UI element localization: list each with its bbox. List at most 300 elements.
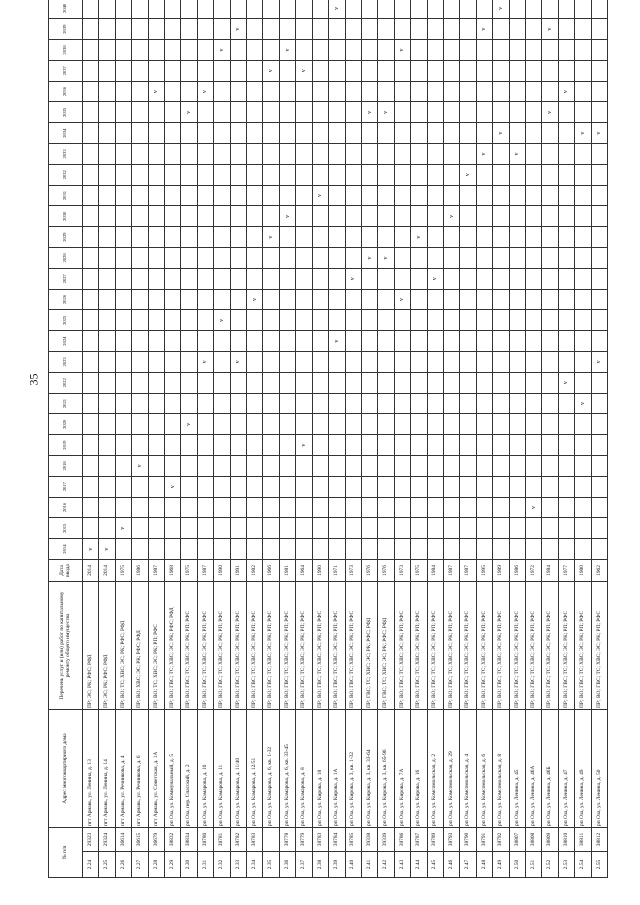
schedule-cell: [509, 372, 525, 393]
header-year-2029: 2029: [49, 227, 83, 248]
schedule-cell: [394, 227, 410, 248]
schedule-cell: [493, 19, 509, 40]
row-number: 2.44: [411, 852, 427, 878]
schedule-cell: [394, 476, 410, 497]
header-num: № п/п: [49, 827, 83, 877]
check-mark: v: [312, 185, 328, 206]
schedule-cell: [197, 331, 213, 352]
schedule-cell: [115, 40, 131, 61]
schedule-cell: [296, 476, 312, 497]
schedule-cell: [279, 476, 295, 497]
schedule-cell: [197, 435, 213, 456]
schedule-cell: [427, 310, 443, 331]
check-mark: v: [378, 248, 394, 269]
check-mark: v: [214, 40, 230, 61]
schedule-cell: [83, 456, 99, 477]
schedule-cell: [378, 185, 394, 206]
schedule-cell: [115, 164, 131, 185]
row-code: 29324: [99, 827, 115, 851]
schedule-cell: [132, 414, 148, 435]
schedule-cell: [83, 123, 99, 144]
schedule-cell: [525, 19, 541, 40]
schedule-cell: [361, 476, 377, 497]
schedule-cell: [493, 60, 509, 81]
schedule-cell: [361, 310, 377, 331]
row-number: 2.27: [132, 852, 148, 878]
schedule-cell: [542, 310, 558, 331]
schedule-cell: [411, 164, 427, 185]
row-address: пгт Арнавь, ул. Речникова, д. 4: [115, 709, 131, 827]
table-row: [312, 0, 328, 878]
schedule-cell: [132, 268, 148, 289]
schedule-cell: [345, 497, 361, 518]
schedule-cell: [509, 227, 525, 248]
schedule-cell: [542, 456, 558, 477]
schedule-cell: [181, 289, 197, 310]
schedule-cell: [575, 289, 591, 310]
schedule-cell: [197, 144, 213, 165]
check-mark: v: [575, 123, 591, 144]
row-year-built: 1995: [476, 559, 492, 581]
schedule-cell: [214, 393, 230, 414]
schedule-cell: [476, 248, 492, 269]
row-year-built: 1980: [575, 559, 591, 581]
schedule-cell: [329, 60, 345, 81]
schedule-cell: [427, 331, 443, 352]
check-mark: v: [296, 435, 312, 456]
schedule-cell: [509, 81, 525, 102]
schedule-cell: [99, 40, 115, 61]
schedule-cell: [591, 435, 607, 456]
schedule-cell: [263, 123, 279, 144]
schedule-cell: [411, 518, 427, 539]
row-services: ПР; ВО; ГВС; ТС; ХВС; ЭС; РК; РП; РФС: [230, 581, 246, 709]
row-services: ПР; ВО; ГВС; ТС; ХВС; ЭС; РК; РП; РФС: [493, 581, 509, 709]
schedule-cell: [181, 372, 197, 393]
schedule-cell: [296, 289, 312, 310]
row-code: 38782: [230, 827, 246, 851]
schedule-cell: [542, 0, 558, 19]
schedule-cell: [148, 310, 164, 331]
schedule-cell: [312, 310, 328, 331]
row-address: рп Оза, ул. Кирова, д. 1А: [329, 709, 345, 827]
schedule-cell: [525, 435, 541, 456]
schedule-cell: [411, 206, 427, 227]
check-mark: v: [525, 497, 541, 518]
schedule-cell: [230, 0, 246, 19]
schedule-cell: [575, 331, 591, 352]
schedule-cell: [247, 206, 263, 227]
schedule-cell: [115, 435, 131, 456]
schedule-cell: [525, 518, 541, 539]
schedule-cell: [558, 19, 574, 40]
schedule-cell: [296, 0, 312, 19]
schedule-cell: [361, 40, 377, 61]
schedule-cell: [99, 102, 115, 123]
schedule-cell: [99, 19, 115, 40]
schedule-cell: [247, 268, 263, 289]
schedule-cell: [329, 372, 345, 393]
rotated-table-container: [48, 3, 608, 878]
schedule-cell: [99, 518, 115, 539]
schedule-cell: [83, 289, 99, 310]
schedule-cell: [525, 310, 541, 331]
schedule-cell: [394, 19, 410, 40]
schedule-cell: [345, 518, 361, 539]
schedule-cell: [378, 518, 394, 539]
schedule-cell: [493, 248, 509, 269]
row-number: 2.53: [558, 852, 574, 878]
schedule-cell: [493, 518, 509, 539]
check-mark: v: [115, 518, 131, 539]
header-year-2025: 2025: [49, 310, 83, 331]
schedule-cell: [181, 40, 197, 61]
schedule-cell: [263, 414, 279, 435]
row-number: 2.26: [115, 852, 131, 878]
schedule-cell: [460, 352, 476, 373]
schedule-cell: [296, 164, 312, 185]
schedule-cell: [411, 310, 427, 331]
schedule-cell: [115, 60, 131, 81]
schedule-cell: [493, 476, 509, 497]
row-number: 2.52: [542, 852, 558, 878]
row-address: рп Оза, ул. Камарова, д. 8: [296, 709, 312, 827]
schedule-cell: [312, 497, 328, 518]
row-year-built: 1975: [411, 559, 427, 581]
row-address: рп Оза, ул. Комсомольская, д. 4: [460, 709, 476, 827]
row-year-built: 1987: [443, 559, 459, 581]
row-code: 38780: [197, 827, 213, 851]
check-mark: v: [148, 81, 164, 102]
schedule-cell: [115, 206, 131, 227]
schedule-cell: [345, 40, 361, 61]
schedule-cell: [525, 206, 541, 227]
schedule-cell: [263, 310, 279, 331]
schedule-cell: [165, 518, 181, 539]
schedule-cell: [312, 19, 328, 40]
row-number: 2.49: [493, 852, 509, 878]
schedule-cell: [476, 435, 492, 456]
row-services: ПР; ВО; ГВС; ТС; ХВС; ЭС; РК; РП; РФС: [181, 581, 197, 709]
row-year-built: 1972: [525, 559, 541, 581]
schedule-cell: [197, 0, 213, 19]
check-mark: v: [279, 40, 295, 61]
schedule-cell: [394, 456, 410, 477]
schedule-cell: [165, 414, 181, 435]
schedule-cell: [99, 372, 115, 393]
table-row: [443, 0, 459, 878]
check-mark: v: [411, 227, 427, 248]
header-year-2018: 2018: [49, 456, 83, 477]
table-row: [197, 0, 213, 878]
schedule-cell: [575, 539, 591, 560]
schedule-cell: [165, 289, 181, 310]
schedule-cell: [542, 227, 558, 248]
table-row: [329, 0, 345, 878]
schedule-cell: [312, 289, 328, 310]
schedule-cell: [525, 268, 541, 289]
schedule-cell: [148, 414, 164, 435]
schedule-cell: [197, 268, 213, 289]
row-services: ПР; ВО; ГВС; ТС; ХВС; ЭС; РК; РП; РФС: [247, 581, 263, 709]
check-mark: v: [509, 144, 525, 165]
schedule-cell: [83, 393, 99, 414]
row-code: 38786: [394, 827, 410, 851]
row-services: ПР; ВО; ХВС; ЭС; РК; РФС; РФД: [132, 581, 148, 709]
schedule-cell: [230, 497, 246, 518]
check-mark: v: [493, 0, 509, 19]
schedule-cell: [312, 476, 328, 497]
schedule-cell: [132, 19, 148, 40]
schedule-cell: [312, 248, 328, 269]
schedule-cell: [378, 456, 394, 477]
schedule-cell: [525, 372, 541, 393]
schedule-cell: [165, 206, 181, 227]
check-mark: v: [329, 331, 345, 352]
schedule-cell: [361, 164, 377, 185]
table-row: [132, 0, 148, 878]
schedule-cell: [525, 289, 541, 310]
schedule-cell: [525, 227, 541, 248]
schedule-cell: [247, 456, 263, 477]
schedule-cell: [591, 185, 607, 206]
row-services: ПР; ВО; ГВС; ТС; ХВС; ЭС; РК; РП; РФС: [214, 581, 230, 709]
check-mark: v: [575, 393, 591, 414]
schedule-cell: [263, 185, 279, 206]
schedule-cell: [460, 227, 476, 248]
schedule-cell: [345, 206, 361, 227]
schedule-cell: [525, 185, 541, 206]
schedule-cell: [279, 268, 295, 289]
schedule-cell: [296, 352, 312, 373]
schedule-cell: [575, 456, 591, 477]
schedule-cell: [230, 289, 246, 310]
schedule-cell: [99, 456, 115, 477]
row-year-built: 1986: [509, 559, 525, 581]
schedule-cell: [525, 164, 541, 185]
schedule-cell: [476, 518, 492, 539]
row-number: 2.37: [296, 852, 312, 878]
schedule-cell: [411, 289, 427, 310]
row-services: ПР; ВО; ГВС; ТС; ХВС; ЭС; РК; РП; РФС: [575, 581, 591, 709]
schedule-cell: [214, 227, 230, 248]
schedule-cell: [247, 60, 263, 81]
schedule-cell: [443, 414, 459, 435]
row-code: 38812: [591, 827, 607, 851]
schedule-cell: [345, 539, 361, 560]
schedule-cell: [394, 60, 410, 81]
schedule-cell: [83, 60, 99, 81]
schedule-cell: [378, 393, 394, 414]
row-code: 39338: [361, 827, 377, 851]
schedule-cell: [378, 19, 394, 40]
schedule-cell: [575, 310, 591, 331]
schedule-cell: [378, 539, 394, 560]
schedule-cell: [247, 0, 263, 19]
check-mark: v: [197, 81, 213, 102]
schedule-cell: [181, 60, 197, 81]
schedule-cell: [411, 393, 427, 414]
schedule-cell: [411, 268, 427, 289]
header-year-2038: 2038: [49, 40, 83, 61]
schedule-cell: [263, 164, 279, 185]
schedule-cell: [263, 331, 279, 352]
schedule-cell: [83, 0, 99, 19]
schedule-cell: [427, 164, 443, 185]
schedule-cell: [247, 331, 263, 352]
header-year-2016: 2016: [49, 497, 83, 518]
schedule-cell: [148, 518, 164, 539]
schedule-cell: [476, 476, 492, 497]
row-code: 38792: [493, 827, 509, 851]
schedule-cell: [509, 206, 525, 227]
row-address: рп Оза, ул. Камарова, д. 6, кв. 33-45: [279, 709, 295, 827]
schedule-cell: [460, 289, 476, 310]
schedule-cell: [148, 144, 164, 165]
row-year-built: 1982: [247, 559, 263, 581]
schedule-cell: [312, 393, 328, 414]
schedule-cell: [132, 372, 148, 393]
schedule-cell: [247, 518, 263, 539]
schedule-cell: [165, 248, 181, 269]
schedule-cell: [263, 206, 279, 227]
table-row: [411, 0, 427, 878]
schedule-cell: [181, 331, 197, 352]
schedule-cell: [443, 456, 459, 477]
row-code: 36679: [148, 827, 164, 851]
schedule-cell: [443, 81, 459, 102]
header-year-2019: 2019: [49, 435, 83, 456]
schedule-cell: [427, 539, 443, 560]
schedule-cell: [460, 144, 476, 165]
schedule-cell: [181, 248, 197, 269]
table-row: [296, 0, 312, 878]
schedule-cell: [165, 310, 181, 331]
schedule-cell: [361, 206, 377, 227]
row-code: 36614: [115, 827, 131, 851]
check-mark: v: [460, 164, 476, 185]
schedule-cell: [132, 248, 148, 269]
row-number: 2.36: [279, 852, 295, 878]
schedule-cell: [214, 518, 230, 539]
schedule-cell: [83, 414, 99, 435]
table-row: [115, 0, 131, 878]
schedule-cell: [263, 456, 279, 477]
schedule-cell: [394, 102, 410, 123]
schedule-cell: [329, 206, 345, 227]
schedule-cell: [591, 539, 607, 560]
schedule-cell: [345, 19, 361, 40]
schedule-cell: [476, 102, 492, 123]
check-mark: v: [263, 60, 279, 81]
schedule-cell: [247, 123, 263, 144]
row-number: 2.34: [247, 852, 263, 878]
schedule-cell: [263, 248, 279, 269]
schedule-cell: [279, 497, 295, 518]
row-services: ПР; ВО; ГВС; ТС; ХВС; ЭС; РК; РП; РФС: [394, 581, 410, 709]
schedule-cell: [312, 102, 328, 123]
schedule-cell: [83, 248, 99, 269]
row-code: 38790: [460, 827, 476, 851]
schedule-cell: [575, 497, 591, 518]
schedule-cell: [493, 289, 509, 310]
row-address: рп Оза, ул. Коммунальный, д. 5: [165, 709, 181, 827]
schedule-cell: [460, 393, 476, 414]
schedule-cell: [443, 476, 459, 497]
schedule-cell: [214, 497, 230, 518]
schedule-cell: [115, 268, 131, 289]
schedule-cell: [558, 123, 574, 144]
schedule-cell: [197, 372, 213, 393]
schedule-cell: [247, 539, 263, 560]
schedule-cell: [99, 81, 115, 102]
schedule-cell: [263, 372, 279, 393]
schedule-cell: [279, 393, 295, 414]
schedule-cell: [230, 393, 246, 414]
schedule-cell: [165, 60, 181, 81]
schedule-cell: [378, 206, 394, 227]
schedule-cell: [525, 123, 541, 144]
schedule-cell: [361, 414, 377, 435]
schedule-cell: [230, 518, 246, 539]
row-year-built: 1977: [558, 559, 574, 581]
schedule-cell: [427, 352, 443, 373]
schedule-cell: [99, 289, 115, 310]
schedule-cell: [394, 310, 410, 331]
schedule-cell: [394, 518, 410, 539]
schedule-cell: [575, 102, 591, 123]
schedule-cell: [345, 164, 361, 185]
schedule-cell: [394, 435, 410, 456]
schedule-cell: [132, 123, 148, 144]
schedule-cell: [394, 81, 410, 102]
schedule-cell: [493, 539, 509, 560]
check-mark: v: [361, 248, 377, 269]
schedule-cell: [542, 60, 558, 81]
row-number: 2.55: [591, 852, 607, 878]
schedule-cell: [361, 456, 377, 477]
schedule-cell: [214, 476, 230, 497]
schedule-cell: [493, 456, 509, 477]
schedule-cell: [411, 372, 427, 393]
schedule-cell: [230, 102, 246, 123]
schedule-cell: [197, 102, 213, 123]
schedule-cell: [181, 0, 197, 19]
schedule-cell: [214, 372, 230, 393]
row-services: ПР; ВО; ГВС; ТС; ХВС; ЭС; РК; РП; РФС: [279, 581, 295, 709]
row-address: рп Оза, ул. Ленина, д. 46А: [525, 709, 541, 827]
schedule-cell: [509, 102, 525, 123]
schedule-cell: [181, 123, 197, 144]
schedule-cell: [542, 144, 558, 165]
schedule-cell: [132, 331, 148, 352]
schedule-cell: [361, 185, 377, 206]
schedule-cell: [148, 393, 164, 414]
schedule-cell: [427, 476, 443, 497]
schedule-cell: [378, 331, 394, 352]
schedule-cell: [247, 414, 263, 435]
schedule-cell: [345, 289, 361, 310]
schedule-cell: [493, 435, 509, 456]
schedule-cell: [476, 268, 492, 289]
row-address: пгт Арнавь, ул. Советская, д. 1А: [148, 709, 164, 827]
schedule-cell: [575, 40, 591, 61]
schedule-cell: [329, 289, 345, 310]
check-mark: v: [329, 0, 345, 19]
schedule-cell: [296, 144, 312, 165]
row-services: ПР; ВО; ГВС; ТС; ХВС; ЭС; РК; РП; РФС: [296, 581, 312, 709]
row-number: 2.24: [83, 852, 99, 878]
